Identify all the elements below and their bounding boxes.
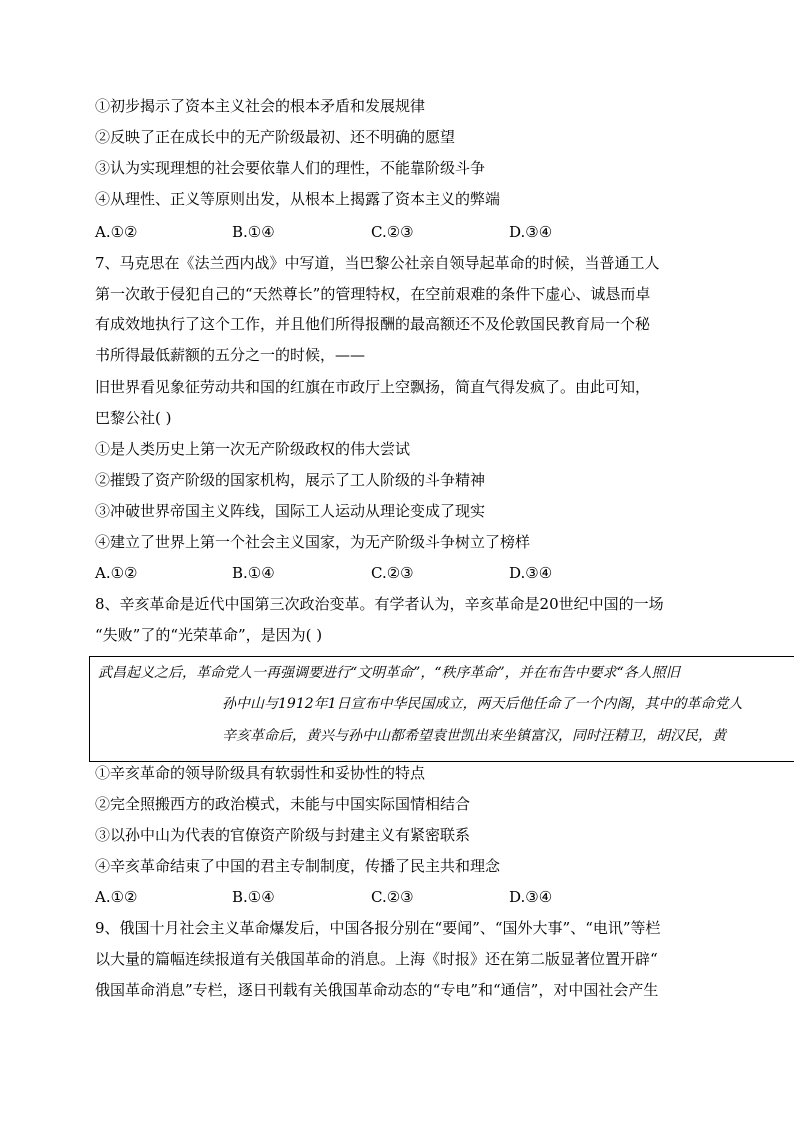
q9-stem-line-2: 以大量的篇幅连续报道有关俄国革命的消息。上海《时报》还在第二版显著位置开辟“ (95, 950, 658, 968)
q6-choice-d: D.③④ (509, 223, 553, 241)
q7-statement-4: ④建立了世界上第一个社会主义国家，为无产阶级斗争树立了榜样 (95, 533, 531, 551)
q8-material-line-2: 孙中山与1912年1日宣布中华民国成立，两天后他任命了一个内阁，其中的革命党人 (222, 696, 743, 712)
q6-statement-3: ③认为实现理想的社会要依靠人们的理性，不能靠阶级斗争 (95, 159, 486, 177)
q8-material-line-3: 辛亥革命后，黄兴与孙中山都希望袁世凯出来坐镇富汉，同时汪精卫，胡汉民，黄 (222, 728, 726, 744)
q8-choice-a: A.①② (95, 888, 138, 906)
q8-choices (95, 887, 695, 907)
q8-choice-d: D.③④ (509, 888, 553, 906)
q8-statement-1: ①辛亥革命的领导阶级具有软弱性和妥协性的特点 (95, 764, 426, 782)
q8-statement-2: ②完全照搬西方的政治模式，未能与中国实际国情相结合 (95, 795, 471, 813)
q8-choice-c: C.②③ (371, 888, 414, 906)
q7-stem-line-5: 旧世界看见象征劳动共和国的红旗在市政厅上空飘扬，简直气得发疯了。由此可知， (95, 378, 651, 396)
q7-choice-d: D.③④ (509, 564, 553, 582)
q8-material-box (89, 656, 794, 762)
q7-stem-line-3: 有成效地执行了这个工作，并且他们所得报酬的最高额还不及伦敦国民教育局一个秘 (95, 315, 651, 333)
q7-statement-1: ①是人类历史上第一次无产阶级政权的伟大尝试 (95, 440, 411, 458)
q8-choice-b: B.①④ (232, 888, 275, 906)
q6-choice-c: C.②③ (371, 223, 414, 241)
q6-statement-1: ①初步揭示了资本主义社会的根本矛盾和发展规律 (95, 97, 426, 115)
q7-choice-b: B.①④ (232, 564, 275, 582)
q7-stem-line-4: 书所得最低薪额的五分之一的时候，—— (95, 346, 366, 364)
q8-stem-line-1: 8、辛亥革命是近代中国第三次政治变革。有学者认为，辛亥革命是20世纪中国的一场 (95, 595, 664, 613)
q6-choice-a: A.①② (95, 223, 138, 241)
q7-stem-line-1: 7、马克思在《法兰西内战》中写道，当巴黎公社亲自领导起革命的时候，当普通工人 (95, 254, 660, 272)
q7-stem-line-2: 第一次敢于侵犯自己的“天然尊长”的管理特权，在空前艰难的条件下虚心、诚恳而卓 (95, 285, 651, 303)
q7-statement-2: ②摧毁了资产阶级的国家机构，展示了工人阶级的斗争精神 (95, 471, 486, 489)
q7-choice-c: C.②③ (371, 564, 414, 582)
q7-choice-a: A.①② (95, 564, 138, 582)
q8-material-line-1: 武昌起义之后，革命党人一再强调要进行“文明革命”，“秩序革命”，并在布告中要求“各人照旧 (98, 665, 680, 681)
q9-stem-line-1: 9、俄国十月社会主义革命爆发后，中国各报分别在“要闻”、“国外大事”、“电讯”等栏 (95, 919, 661, 937)
q6-statement-4: ④从理性、正义等原则出发，从根本上揭露了资本主义的弊端 (95, 190, 501, 208)
q7-choices (95, 563, 695, 583)
q8-statement-3: ③以孙中山为代表的官僚资产阶级与封建主义有紧密联系 (95, 826, 471, 844)
q7-stem-line-6: 巴黎公社( ) (95, 409, 172, 427)
q7-statement-3: ③冲破世界帝国主义阵线，国际工人运动从理论变成了现实 (95, 502, 486, 520)
q6-choices (95, 222, 695, 242)
q6-choice-b: B.①④ (232, 223, 275, 241)
q6-statement-2: ②反映了正在成长中的无产阶级最初、还不明确的愿望 (95, 128, 456, 146)
q8-statement-4: ④辛亥革命结束了中国的君主专制制度，传播了民主共和理念 (95, 857, 501, 875)
q9-stem-line-3: 俄国革命消息”专栏，逐日刊载有关俄国革命动态的“专电”和“通信”，对中国社会产生 (95, 981, 659, 999)
q8-stem-line-2: “失败”了的“光荣革命”，是因为( ) (95, 626, 323, 644)
